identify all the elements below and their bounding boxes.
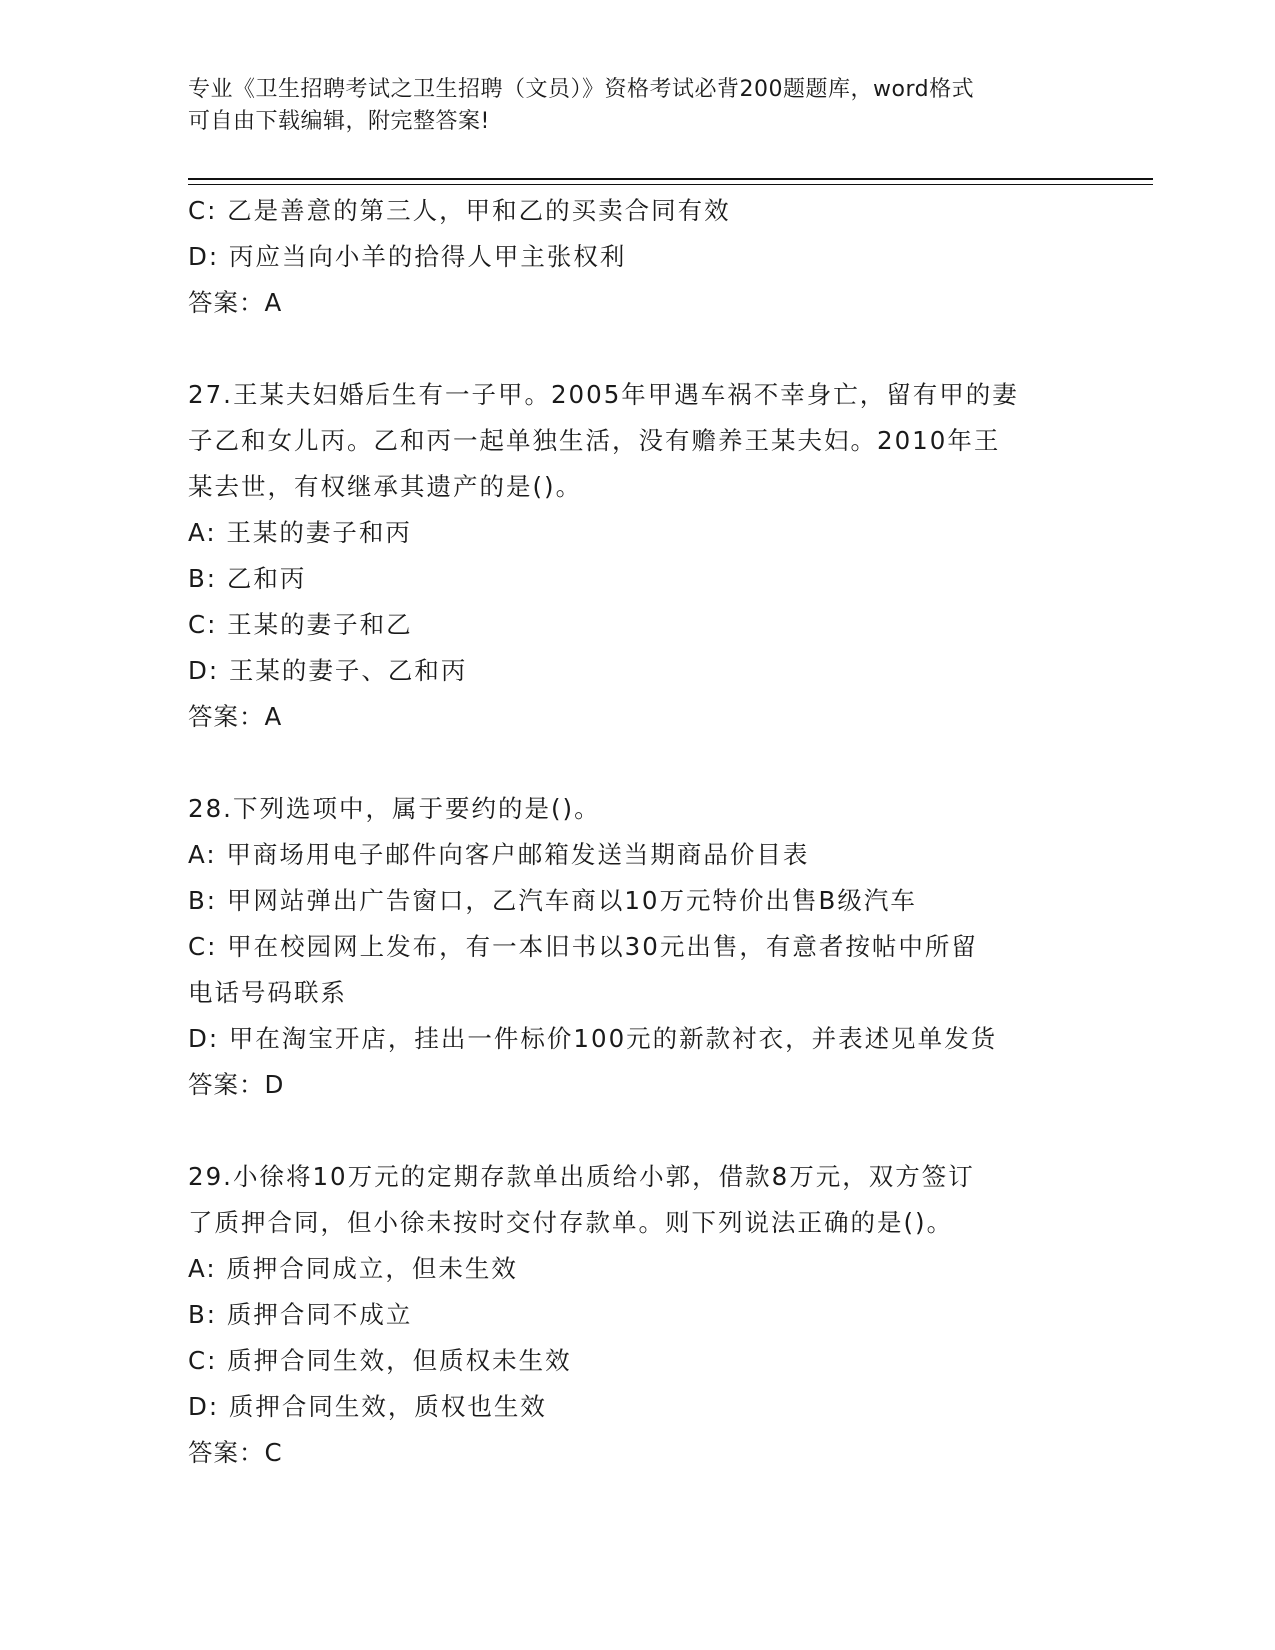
option-c: C: 质押合同生效，但质权未生效 <box>188 1346 572 1375</box>
option-b: B: 甲网站弹出广告窗口，乙汽车商以10万元特价出售B级汽车 <box>188 886 917 915</box>
option-d: D: 质押合同生效，质权也生效 <box>188 1392 547 1421</box>
option-d: D: 丙应当向小羊的拾得人甲主张权利 <box>188 242 627 271</box>
option-c: C: 甲在校园网上发布，有一本旧书以30元出售，有意者按帖中所留 <box>188 932 978 961</box>
question-29 <box>188 1154 1088 1476</box>
answer-line: 答案：D <box>188 1070 285 1099</box>
spacer <box>188 740 1088 786</box>
option-d: D: 王某的妻子、乙和丙 <box>188 656 468 685</box>
option-a: A: 王某的妻子和丙 <box>188 518 412 547</box>
header-divider-thin <box>188 184 1153 185</box>
question-stem-line: 27.王某夫妇婚后生有一子甲。2005年甲遇车祸不幸身亡，留有甲的妻 <box>188 380 1019 409</box>
header-line-2: 可自由下载编辑，附完整答案! <box>188 109 490 134</box>
question-stem-line: 29.小徐将10万元的定期存款单出质给小郭，借款8万元，双方签订 <box>188 1162 975 1191</box>
question-list <box>188 188 1088 1476</box>
option-c: C: 王某的妻子和乙 <box>188 610 413 639</box>
question-stem-line: 子乙和女儿丙。乙和丙一起单独生活，没有赡养王某夫妇。2010年王 <box>188 426 1001 455</box>
question-27 <box>188 372 1088 740</box>
header-divider-thick <box>188 178 1153 180</box>
answer-line: 答案：A <box>188 288 283 317</box>
option-b: B: 乙和丙 <box>188 564 307 593</box>
question-stem-line: 某去世，有权继承其遗产的是()。 <box>188 472 583 501</box>
answer-line: 答案：A <box>188 702 283 731</box>
spacer <box>188 326 1088 372</box>
option-b: B: 质押合同不成立 <box>188 1300 413 1329</box>
question-28 <box>188 786 1088 1108</box>
answer-line: 答案：C <box>188 1438 283 1467</box>
question-stem-line: 28.下列选项中，属于要约的是()。 <box>188 794 601 823</box>
option-c: C: 乙是善意的第三人，甲和乙的买卖合同有效 <box>188 196 731 225</box>
question-stem-line: 了质押合同，但小徐未按时交付存款单。则下列说法正确的是()。 <box>188 1208 954 1237</box>
option-c-continued: 电话号码联系 <box>188 978 347 1007</box>
option-d: D: 甲在淘宝开店，挂出一件标价100元的新款衬衣，并表述见单发货 <box>188 1024 998 1053</box>
option-a: A: 质押合同成立，但未生效 <box>188 1254 518 1283</box>
option-a: A: 甲商场用电子邮件向客户邮箱发送当期商品价目表 <box>188 840 810 869</box>
spacer <box>188 1108 1088 1154</box>
header-line-1: 专业《卫生招聘考试之卫生招聘（文员）》资格考试必背200题题库，word格式 <box>188 77 975 102</box>
question-26-tail <box>188 188 1088 326</box>
document-header <box>188 74 1068 138</box>
